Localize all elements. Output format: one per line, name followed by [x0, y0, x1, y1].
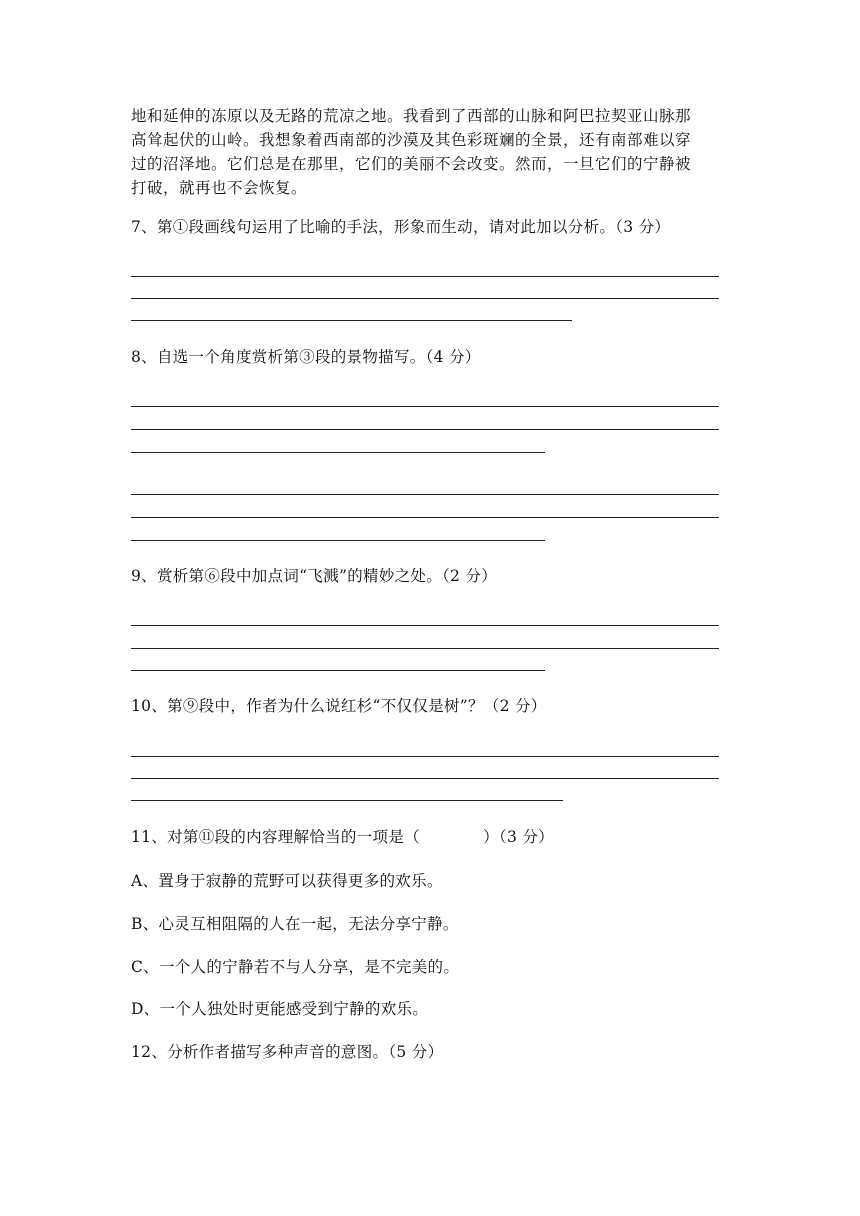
option-d[interactable]: D、一个人独处时更能感受到宁静的欢乐。 — [131, 1000, 429, 1018]
passage-line-1: 地和延伸的冻原以及无路的荒凉之地。我看到了西部的山脉和阿巴拉契亚山脉那 — [131, 107, 692, 125]
question-11: 11、对第⑪段的内容理解恰当的一项是（ ）（3 分） — [131, 828, 554, 846]
answer-line[interactable] — [131, 452, 545, 453]
answer-line[interactable] — [131, 756, 719, 757]
answer-line[interactable] — [131, 778, 719, 779]
answer-line[interactable] — [131, 320, 572, 321]
passage-line-3: 过的沼泽地。它们总是在那里，它们的美丽不会改变。然而，一旦它们的宁静被 — [131, 155, 692, 173]
answer-line[interactable] — [131, 540, 545, 541]
passage-line-2: 高耸起伏的山岭。我想象着西南部的沙漠及其色彩斑斓的全景，还有南部难以穿 — [131, 131, 692, 149]
answer-line[interactable] — [131, 800, 563, 801]
question-10: 10、第⑨段中，作者为什么说红杉“不仅仅是树”？（2 分） — [131, 697, 547, 715]
answer-line[interactable] — [131, 276, 719, 277]
answer-line[interactable] — [131, 517, 719, 518]
question-7: 7、第①段画线句运用了比喻的手法，形象而生动，请对此加以分析。（3 分） — [131, 218, 671, 236]
option-c[interactable]: C、一个人的宁静若不与人分享，是不完美的。 — [131, 958, 460, 976]
answer-line[interactable] — [131, 494, 719, 495]
answer-line[interactable] — [131, 406, 719, 407]
answer-line[interactable] — [131, 625, 719, 626]
answer-line[interactable] — [131, 429, 719, 430]
question-9: 9、赏析第⑥段中加点词“飞溅”的精妙之处。（2 分） — [131, 567, 498, 585]
answer-line[interactable] — [131, 648, 719, 649]
answer-line[interactable] — [131, 298, 719, 299]
passage-line-4: 打破，就再也不会恢复。 — [131, 179, 308, 197]
question-12: 12、分析作者描写多种声音的意图。（5 分） — [131, 1043, 444, 1061]
option-a[interactable]: A、置身于寂静的荒野可以获得更多的欢乐。 — [131, 872, 443, 890]
question-8: 8、自选一个角度赏析第③段的景物描写。（4 分） — [131, 348, 481, 366]
answer-line[interactable] — [131, 670, 545, 671]
option-b[interactable]: B、心灵互相阻隔的人在一起，无法分享宁静。 — [131, 915, 459, 933]
